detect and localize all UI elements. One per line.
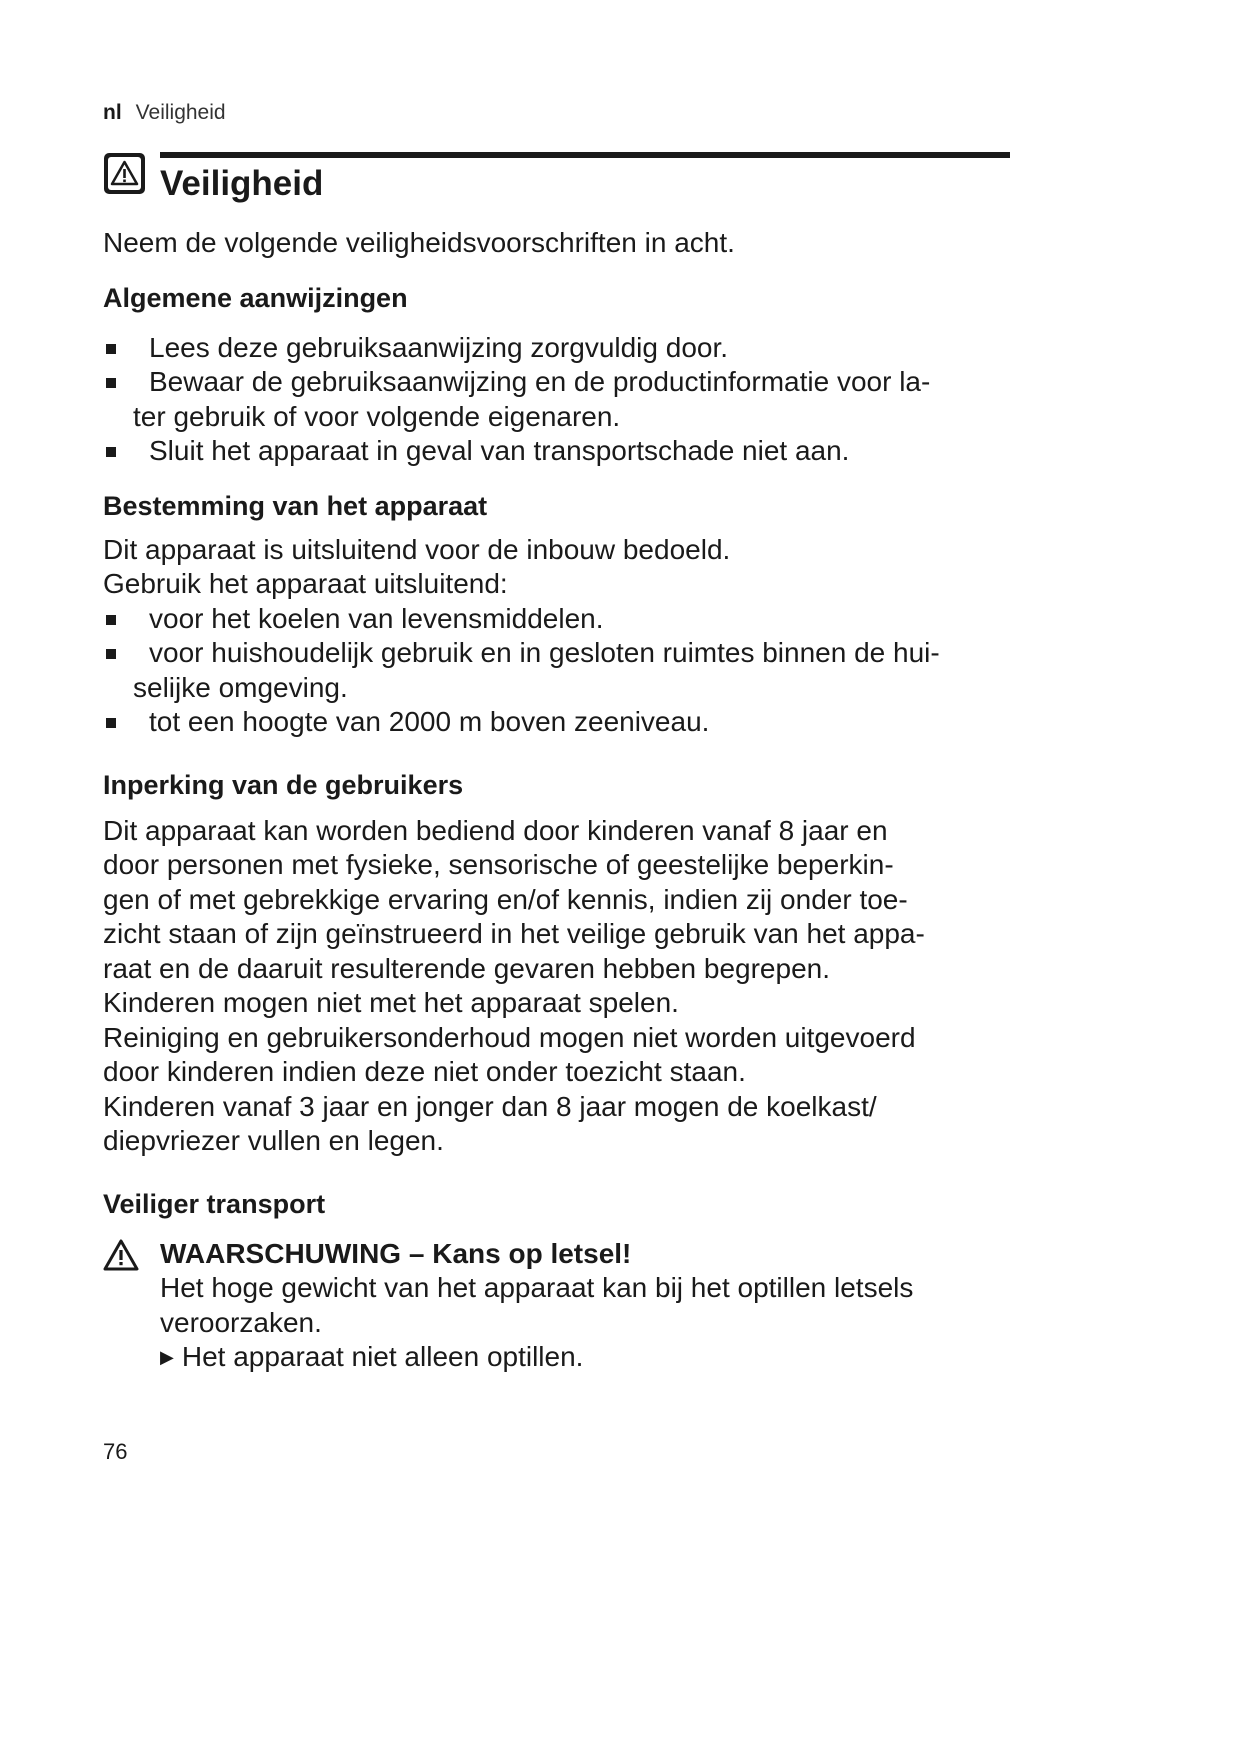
transport-heading: Veiliger transport (103, 1188, 326, 1219)
bullet-icon (106, 344, 116, 354)
text-line: Dit apparaat kan worden bediend door kinderen vanaf 8 jaar en (103, 814, 888, 846)
text-line: door personen met fysieke, sensorische of geestelijke beperkin- (103, 849, 894, 880)
text-line: Kinderen mogen niet met het apparaat spelen. (103, 987, 679, 1018)
purpose-list (103, 602, 1033, 740)
list-item: Sluit het apparaat in geval van transportschade niet aan. (103, 434, 1033, 469)
page-title: Veiligheid (160, 164, 324, 203)
list-item: tot een hoogte van 2000 m boven zeeniveau. (103, 705, 1033, 740)
warning-title: WAARSCHUWING – Kans op letsel! (160, 1237, 632, 1269)
general-heading: Algemene aanwijzingen (103, 282, 408, 313)
bullet-icon (106, 718, 116, 728)
bullet-icon (106, 378, 116, 388)
users-paragraph (103, 814, 1033, 1159)
warning-action: ▶ Het apparaat niet alleen optillen. (160, 1341, 584, 1372)
bullet-icon (106, 447, 116, 457)
text-line: diepvriezer vullen en legen. (103, 1125, 444, 1156)
warning-line: Het hoge gewicht van het apparaat kan bij het optillen letsels (160, 1272, 914, 1303)
list-item: voor het koelen van levensmiddelen. (103, 602, 1033, 637)
list-item: Lees deze gebruiksaanwijzing zorgvuldig door. (103, 331, 1033, 366)
intro-text: Neem de volgende veiligheidsvoorschriften in acht. (103, 227, 735, 258)
text-line: zicht staan of zijn geïnstrueerd in het veilige gebruik van het appa- (103, 918, 925, 949)
main-content (103, 226, 1033, 1375)
purpose-line: Dit apparaat is uitsluitend voor de inbouw bedoeld. (103, 533, 731, 565)
text-line: gen of met gebrekkige ervaring en/of kennis, indien zij onder toe- (103, 883, 908, 915)
text-line: Kinderen vanaf 3 jaar en jonger dan 8 jaar mogen de koelkast/ (103, 1090, 877, 1122)
text-line: raat en de daaruit resulterende gevaren hebben begrepen. (103, 952, 830, 984)
warning-line: veroorzaken. (160, 1306, 322, 1338)
text-line: door kinderen indien deze niet onder toezicht staan. (103, 1056, 746, 1087)
list-item: Bewaar de gebruiksaanwijzing en de productinformatie voor la- ter gebruik of voor volgende eigenaren. (103, 365, 1033, 434)
warning-box-icon (104, 153, 145, 194)
purpose-heading: Bestemming van het apparaat (103, 490, 488, 521)
purpose-line: Gebruik het apparaat uitsluitend: (103, 568, 508, 599)
arrow-right-icon: ▶ (160, 1347, 174, 1367)
bullet-icon (106, 615, 116, 625)
list-item: voor huishoudelijk gebruik en in gesloten ruimtes binnen de hui- selijke omgeving. (103, 636, 1033, 705)
users-heading: Inperking van de gebruikers (103, 769, 464, 800)
general-list (103, 331, 1033, 469)
language-code: nl (103, 101, 122, 124)
page-number: 76 (103, 1439, 128, 1464)
running-header (103, 101, 226, 125)
header-section: Veiligheid (135, 101, 226, 124)
warning-block (103, 1237, 1033, 1375)
warning-triangle-icon (103, 1239, 139, 1271)
text-line: Reiniging en gebruikersonderhoud mogen niet worden uitgevoerd (103, 1021, 916, 1053)
title-rule (160, 152, 1010, 158)
bullet-icon (106, 649, 116, 659)
